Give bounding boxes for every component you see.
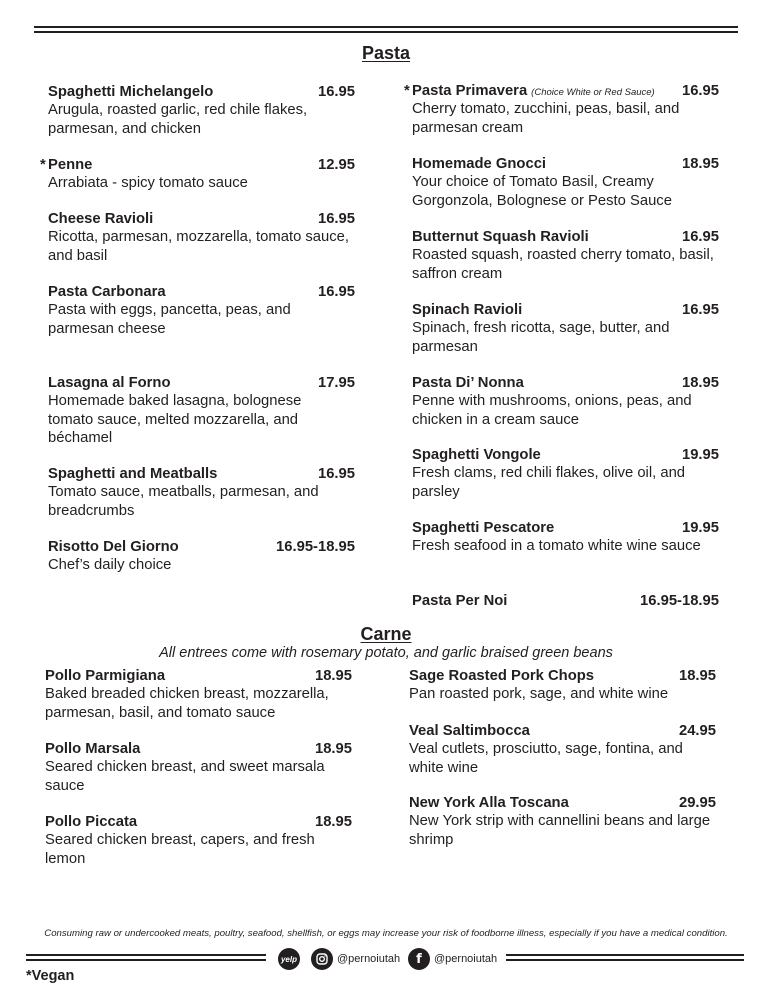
item-description: Veal cutlets, prosciutto, sage, fontina, and white wine [409,741,683,776]
menu-item [412,228,719,283]
menu-item [48,83,355,138]
carne-subtitle: All entrees come with rosemary potato, and garlic braised green beans [159,645,613,661]
item-price: 16.95 [681,83,719,99]
item-price: 18.95 [314,668,352,684]
menu-item [409,667,716,704]
instagram-icon [311,948,333,970]
item-name: Sage Roasted Pork Chops [409,668,595,684]
menu-item [40,156,355,193]
item-description: Roasted squash, roasted cherry tomato, basil, saffron cream [412,247,714,282]
menu-item [412,301,719,356]
item-name: Pasta Per Noi [412,593,508,609]
carne-title: Carne [360,624,412,644]
menu-item [48,374,355,447]
menu-item [409,722,716,777]
item-name: Cheese Ravioli [48,211,154,227]
item-description: Cherry tomato, zucchini, peas, basil, and parmesan cream [412,101,680,136]
item-description: Pasta with eggs, pancetta, peas, and parmesan cheese [48,302,291,337]
vegan-marker: * [404,83,410,99]
item-price: 16.95-18.95 [640,593,719,609]
item-description: Seared chicken breast, capers, and fresh lemon [45,832,315,867]
facebook-icon: f [408,948,430,970]
item-name: Pasta Carbonara [48,284,166,300]
vegan-marker: * [40,157,46,173]
item-name: Pasta Di’ Nonna [412,375,524,391]
instagram-link[interactable] [311,948,400,970]
item-price: 18.95 [681,375,719,391]
menu-item [404,82,719,137]
top-rule-2 [34,31,738,33]
item-description: Your choice of Tomato Basil, Creamy Gorgonzola, Bolognese or Pesto Sauce [412,174,672,209]
item-price: 16.95 [317,211,355,227]
item-description: Fresh clams, red chili flakes, olive oil, and parsley [412,465,686,500]
item-description: Penne with mushrooms, onions, peas, and chicken in a cream sauce [412,393,692,428]
instagram-handle: @pernoiutah [337,953,401,965]
item-price: 18.95 [681,156,719,172]
top-rule-1 [34,26,738,28]
item-description: Seared chicken breast, and sweet marsala sauce [45,759,325,794]
item-name: New York Alla Toscana [409,795,569,811]
item-name: Spinach Ravioli [412,302,523,318]
item-description: Pan roasted pork, sage, and white wine [409,686,669,703]
vegan-legend: *Vegan [26,968,75,984]
item-name: Spaghetti Vongole [412,447,541,463]
item-description: New York strip with cannellini beans and large shrimp [409,813,711,848]
item-price: 18.95 [678,668,716,684]
item-name: Veal Saltimbocca [409,723,530,739]
item-description: Homemade baked lasagna, bolognese tomato sauce, melted mozzarella, and béchamel [48,393,302,446]
footer-rule-right-1 [506,954,744,956]
item-price: 19.95 [681,447,719,463]
footer-rule-left-2 [26,959,266,961]
item-description: Arrabiata - spicy tomato sauce [48,175,248,192]
footer-rule-left-1 [26,954,266,956]
yelp-icon: yelp [278,948,300,970]
menu-item [48,538,355,575]
item-name: Risotto Del Giorno [48,539,179,555]
item-price: 19.95 [681,520,719,536]
item-price: 16.95 [317,84,355,100]
item-description: Ricotta, parmesan, mozzarella, tomato sauce, and basil [48,229,350,264]
footer-rule-right-2 [506,959,744,961]
item-description: Chef’s daily choice [48,557,172,574]
item-price: 16.95 [317,466,355,482]
item-name: Pollo Parmigiana [45,668,166,684]
item-description: Tomato sauce, meatballs, parmesan, and breadcrumbs [48,484,319,519]
item-price: 17.95 [317,375,355,391]
item-price: 16.95 [681,229,719,245]
item-price: 18.95 [314,814,352,830]
item-name: Pollo Piccata [45,814,138,830]
facebook-handle: @pernoiutah [434,953,498,965]
item-name: Spaghetti Michelangelo [48,84,214,100]
item-name: Homemade Gnocci [412,156,547,172]
menu-item [412,155,719,210]
menu-item [409,794,716,849]
item-price: 29.95 [678,795,716,811]
item-name: Spaghetti and Meatballs [48,466,218,482]
food-safety-disclaimer: Consuming raw or undercooked meats, poultry, seafood, shellfish, or eggs may increase your risk of foodborne illness, especially if you have a medical condition. [44,928,728,939]
menu-item [412,374,719,429]
item-name: Pollo Marsala [45,741,141,757]
item-description: Baked breaded chicken breast, mozzarella, parmesan, basil, and tomato sauce [45,686,329,721]
facebook-link[interactable] [408,948,497,970]
item-note: (Choice White or Red Sauce) [531,87,655,98]
item-name: Butternut Squash Ravioli [412,229,589,245]
item-price: 24.95 [678,723,716,739]
item-name: Spaghetti Pescatore [412,520,555,536]
menu-item [45,740,352,795]
menu-item [412,446,719,501]
item-name: Pasta Primavera [412,83,528,99]
menu-item [412,592,719,610]
item-price: 16.95 [681,302,719,318]
menu-item [48,210,355,265]
pasta-title: Pasta [361,43,411,63]
item-description: Arugula, roasted garlic, red chile flakes, parmesan, and chicken [48,102,308,137]
item-name: Penne [48,157,93,173]
item-description: Spinach, fresh ricotta, sage, butter, and parmesan [412,320,670,355]
menu-item [48,465,355,520]
item-name: Lasagna al Forno [48,375,171,391]
item-price: 18.95 [314,741,352,757]
menu-item [48,283,355,338]
item-price: 16.95-18.95 [276,539,355,555]
item-description: Fresh seafood in a tomato white wine sauce [412,538,701,555]
menu-item [45,813,352,868]
item-price: 12.95 [317,157,355,173]
menu-item [45,667,352,722]
menu-item [412,519,719,556]
item-price: 16.95 [317,284,355,300]
yelp-link[interactable] [278,948,300,970]
